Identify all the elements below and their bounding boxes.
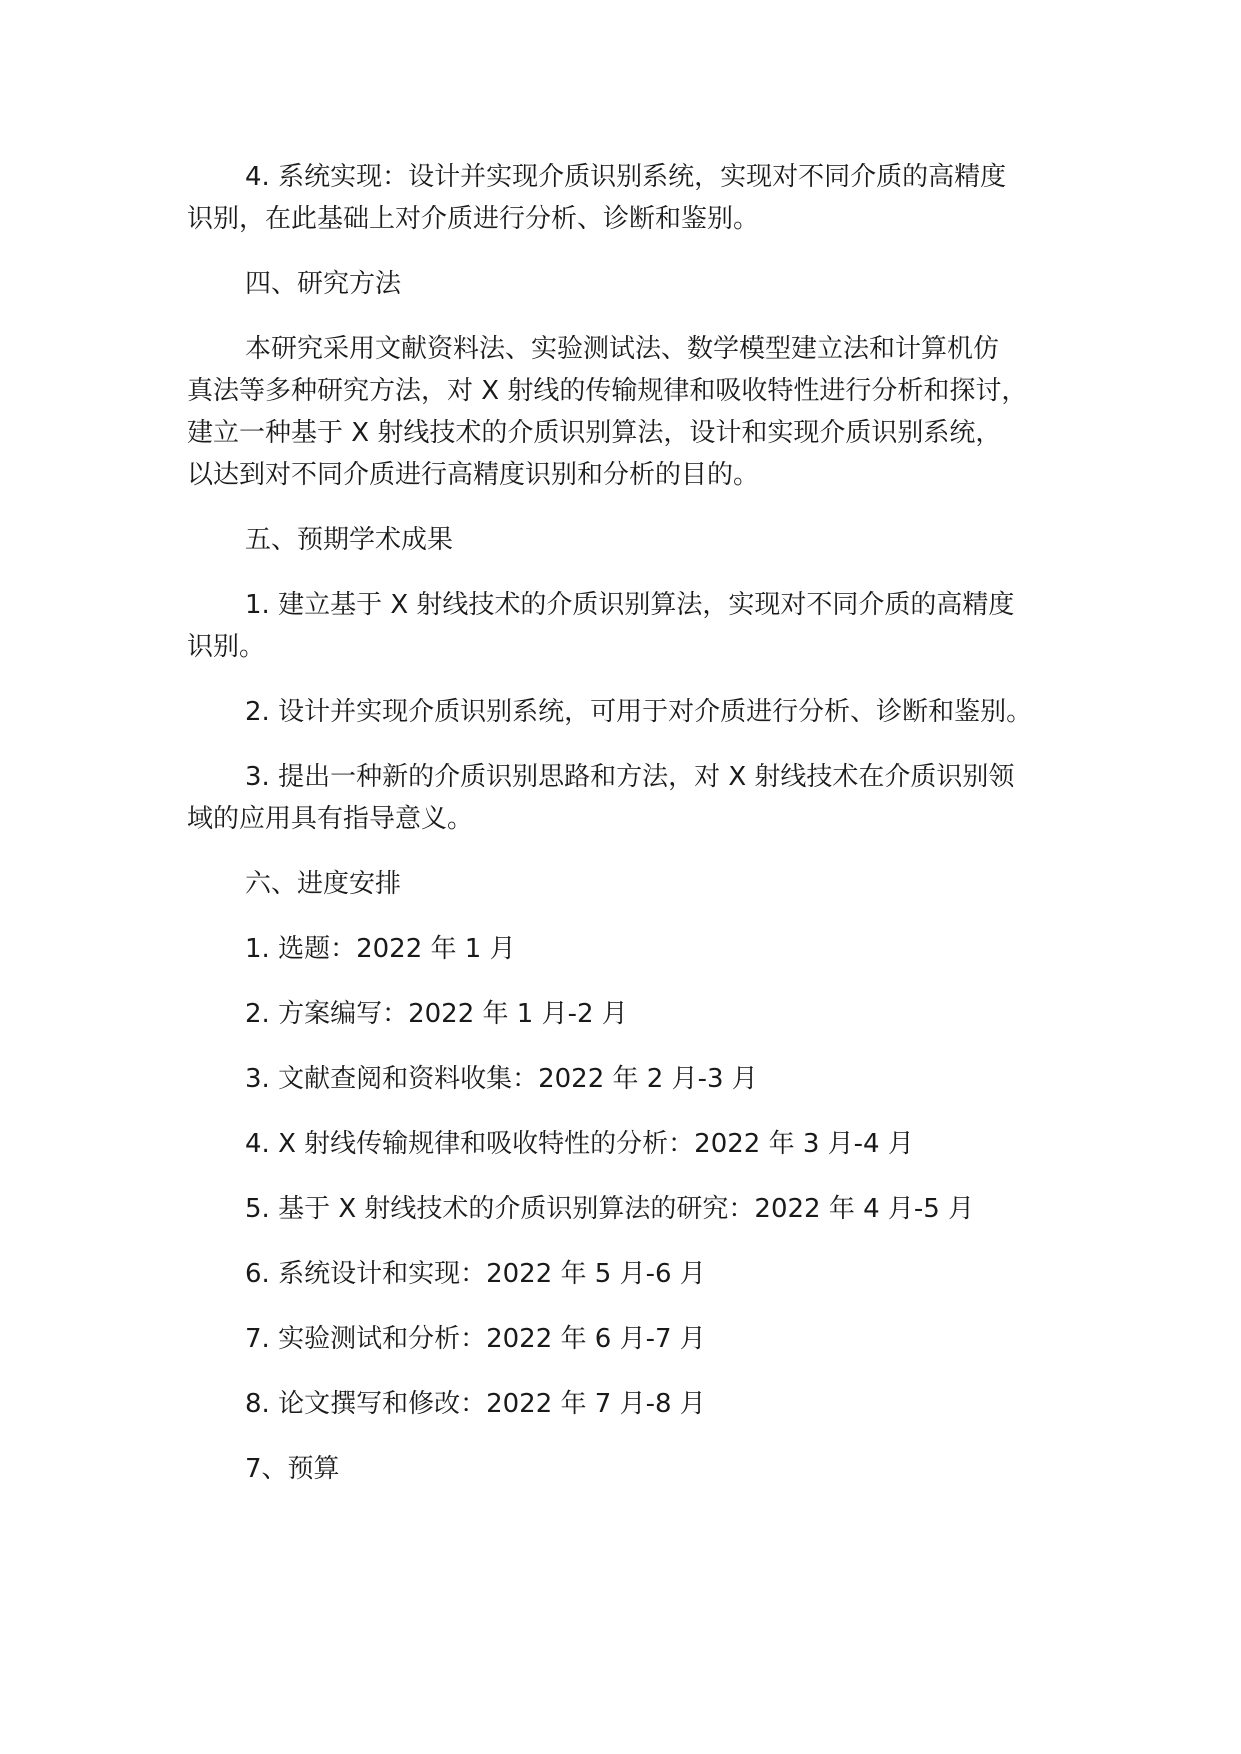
- text-line: 5. 基于 X 射线技术的介质识别算法的研究：2022 年 4 月-5 月: [245, 1194, 975, 1224]
- text-line: 1. 选题：2022 年 1 月: [245, 934, 516, 964]
- heading-expected-outcomes: [187, 519, 1067, 561]
- text-line: 6. 系统设计和实现：2022 年 5 月-6 月: [245, 1259, 706, 1289]
- schedule-item: [187, 1123, 1067, 1165]
- heading-text: 五、预期学术成果: [245, 525, 454, 555]
- heading-text: 六、进度安排: [245, 869, 402, 899]
- text-line: 真法等多种研究方法，对 X 射线的传输规律和吸收特性进行分析和探讨，: [187, 376, 1028, 406]
- schedule-item: [187, 1318, 1067, 1360]
- heading-budget: [187, 1448, 1067, 1490]
- text-line: 识别，在此基础上对介质进行分析、诊断和鉴别。: [187, 204, 760, 234]
- heading-text: 7、预算: [245, 1454, 340, 1484]
- schedule-item: [187, 1383, 1067, 1425]
- schedule-item: [187, 993, 1067, 1035]
- schedule-item: [187, 928, 1067, 970]
- text-line: 1. 建立基于 X 射线技术的介质识别算法，实现对不同介质的高精度: [245, 590, 1015, 620]
- schedule-item: [187, 1188, 1067, 1230]
- text-line: 以达到对不同介质进行高精度识别和分析的目的。: [187, 460, 760, 490]
- text-line: 域的应用具有指导意义。: [187, 804, 474, 834]
- schedule-item: [187, 1253, 1067, 1295]
- paragraph-outcome-3: [187, 756, 1067, 840]
- paragraph-system-implementation: [187, 156, 1067, 240]
- paragraph-outcome-2: [187, 691, 1067, 733]
- heading-text: 四、研究方法: [245, 269, 402, 299]
- paragraph-outcome-1: [187, 584, 1067, 668]
- schedule-item: [187, 1058, 1067, 1100]
- text-line: 本研究采用文献资料法、实验测试法、数学模型建立法和计算机仿: [245, 334, 1000, 364]
- text-line: 8. 论文撰写和修改：2022 年 7 月-8 月: [245, 1389, 706, 1419]
- text-line: 3. 文献查阅和资料收集：2022 年 2 月-3 月: [245, 1064, 758, 1094]
- text-line: 识别。: [187, 632, 266, 662]
- text-line: 7. 实验测试和分析：2022 年 6 月-7 月: [245, 1324, 706, 1354]
- text-line: 建立一种基于 X 射线技术的介质识别算法，设计和实现介质识别系统，: [187, 418, 1002, 448]
- paragraph-research-methods: [187, 328, 1067, 496]
- text-line: 2. 设计并实现介质识别系统，可用于对介质进行分析、诊断和鉴别。: [245, 697, 1033, 727]
- document-body: [187, 156, 1067, 1490]
- text-line: 4. 系统实现：设计并实现介质识别系统，实现对不同介质的高精度: [245, 162, 1007, 192]
- heading-research-methods: [187, 263, 1067, 305]
- heading-schedule: [187, 863, 1067, 905]
- text-line: 2. 方案编写：2022 年 1 月-2 月: [245, 999, 628, 1029]
- text-line: 4. X 射线传输规律和吸收特性的分析：2022 年 3 月-4 月: [245, 1129, 914, 1159]
- text-line: 3. 提出一种新的介质识别思路和方法，对 X 射线技术在介质识别领: [245, 762, 1015, 792]
